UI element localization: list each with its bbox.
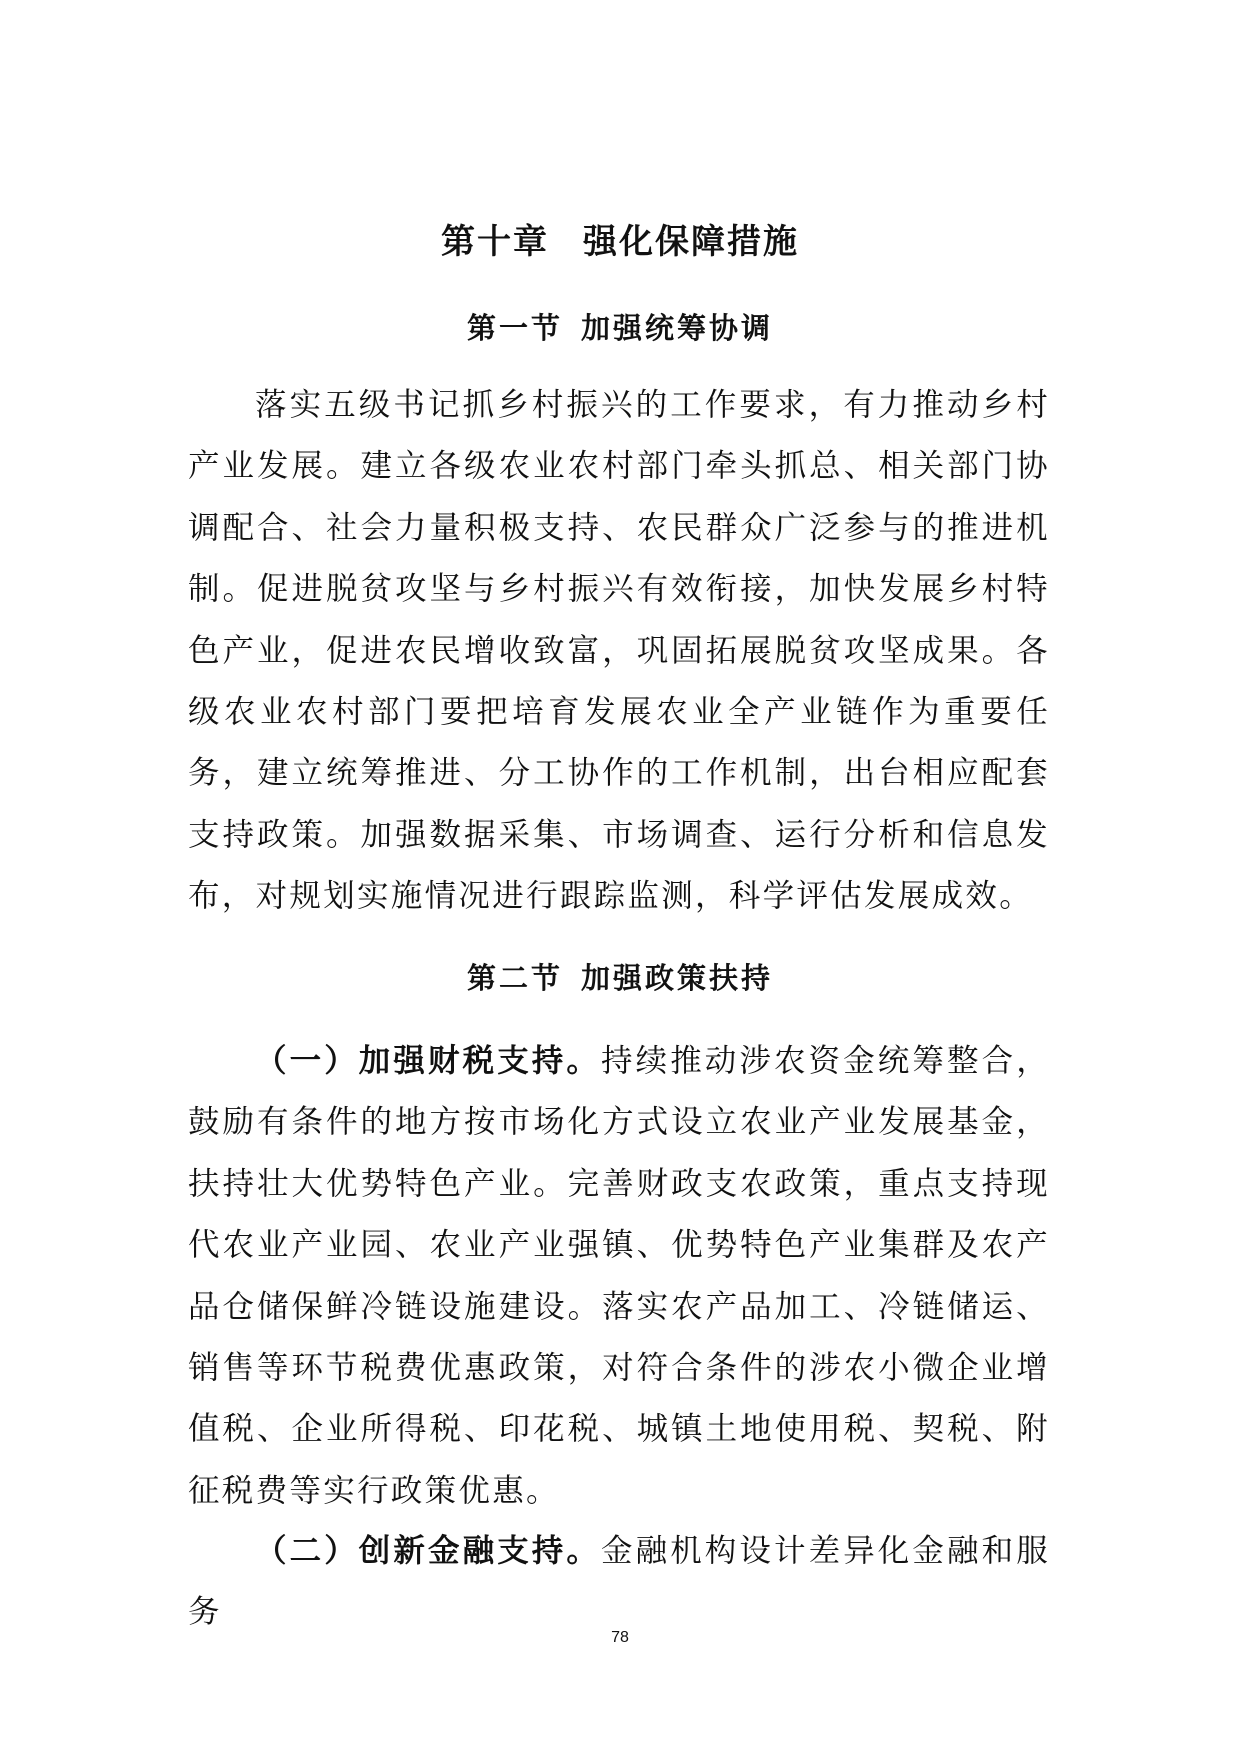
section-number: 第二节: [466, 961, 563, 995]
paragraph-financial-support: [188, 1520, 1050, 1644]
paragraph-lead: （一）加强财税支持。: [255, 1042, 601, 1079]
paragraph-body: 金融机构设计差异化金融和服务: [188, 1533, 1050, 1631]
paragraph-coordination: 落实五级书记抓乡村振兴的工作要求，有力推动乡村产业发展。建立各级农业农村部门牵头抓总、相关部门协调配合、社会力量积极支持、农民群众广泛参与的推进机制。促进脱贫攻坚与乡村振兴有效衔接，加快发展乡村特色产业，促进农民增收致富，巩固拓展脱贫攻坚成果。各级农业农村部门要把培育发展农业全产业链作为重要任务，建立统筹推进、分工协作的工作机制，出台相应配套支持政策。加强数据采集、市场调查、运行分析和信息发布，对规划实施情况进行跟踪监测，科学评估发展成效。: [188, 387, 1050, 915]
section-number: 第一节: [466, 311, 563, 345]
chapter-name: 强化保障措施: [583, 222, 799, 262]
section-title-2: [0, 953, 1240, 1003]
paragraph-body: 持续推动涉农资金统筹整合，鼓励有条件的地方按市场化方式设立农业产业发展基金，扶持壮大优势特色产业。完善财政支农政策，重点支持现代农业产业园、农业产业强镇、优势特色产业集群及农产品仓储保鲜冷链设施建设。落实农产品加工、冷链储运、销售等环节税费优惠政策，对符合条件的涉农小微企业增值税、企业所得税、印花税、城镇土地使用税、契税、附征税费等实行政策优惠。: [188, 1043, 1050, 1509]
paragraph-lead: （二）创新金融支持。: [255, 1532, 601, 1569]
chapter-number: 第十章: [441, 222, 549, 262]
paragraph-fiscal-support: [188, 1030, 1050, 1522]
section-name: 加强统筹协调: [581, 311, 774, 345]
section-name: 加强政策扶持: [581, 961, 774, 995]
chapter-title: [0, 212, 1240, 272]
section-title-1: [0, 303, 1240, 353]
page-number: 78: [611, 1629, 629, 1646]
